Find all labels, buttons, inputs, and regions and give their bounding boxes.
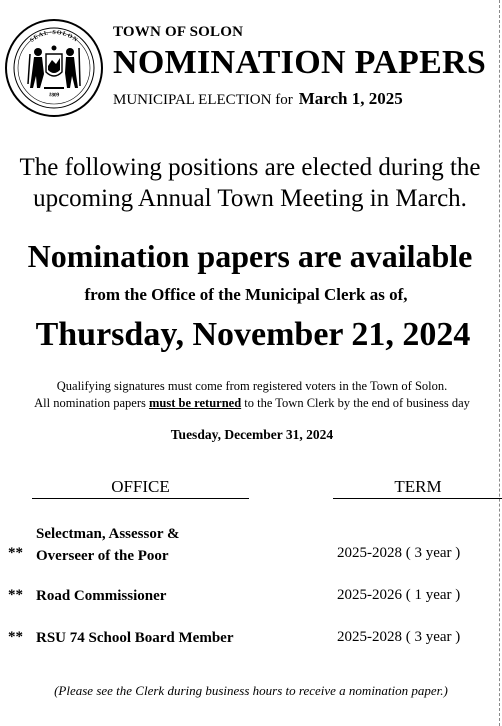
- election-line: [113, 89, 403, 109]
- seal-bottom-text: 1809: [48, 92, 60, 99]
- election-label: MUNICIPAL ELECTION for: [113, 92, 293, 108]
- office-name: RSU 74 School Board Member: [36, 630, 234, 646]
- office-name: Road Commissioner: [36, 588, 167, 604]
- page-edge-dashed-rule: [499, 0, 500, 726]
- office-column-header: OFFICE: [32, 477, 249, 499]
- office-term: 2025-2028 ( 3 year ): [337, 629, 461, 645]
- office-name: [36, 523, 179, 567]
- row-marker: **: [8, 587, 23, 603]
- office-name-line-2: Overseer of the Poor: [36, 548, 169, 564]
- fine-print-prefix: All nomination papers: [34, 396, 150, 410]
- fine-print-line-2: [12, 395, 492, 412]
- availability-subheading: from the Office of the Municipal Clerk as of,: [84, 285, 408, 304]
- intro-paragraph: The following positions are elected during the upcoming Annual Town Meeting in March.: [19, 154, 481, 212]
- svg-text:1809: [48, 92, 60, 98]
- availability-heading: Nomination papers are available: [27, 238, 473, 274]
- seal-top-text: SEAL·SOLON: [29, 29, 79, 44]
- town-name: TOWN OF SOLON: [113, 24, 244, 40]
- document-title: NOMINATION PAPERS: [113, 44, 487, 81]
- term-column-header: TERM: [333, 477, 502, 499]
- office-name-line-1: Selectman, Assessor &: [36, 526, 180, 542]
- fine-print-emphasis: must be returned: [149, 396, 242, 410]
- row-marker: **: [8, 545, 23, 561]
- election-date: March 1, 2025: [298, 89, 403, 108]
- office-term: 2025-2026 ( 1 year ): [337, 587, 461, 603]
- footer-note: (Please see the Clerk during business hours to receive a nomination paper.): [54, 683, 448, 698]
- fine-print: [12, 378, 492, 422]
- return-due-date: Tuesday, December 31, 2024: [170, 427, 334, 442]
- fine-print-suffix: to the Town Clerk by the end of business day: [241, 396, 470, 410]
- row-marker: **: [8, 629, 23, 645]
- fine-print-line-1: Qualifying signatures must come from registered voters in the Town of Solon.: [56, 379, 448, 393]
- town-seal-icon: [4, 18, 104, 118]
- availability-date: Thursday, November 21, 2024: [35, 316, 471, 353]
- office-term: 2025-2028 ( 3 year ): [337, 545, 461, 561]
